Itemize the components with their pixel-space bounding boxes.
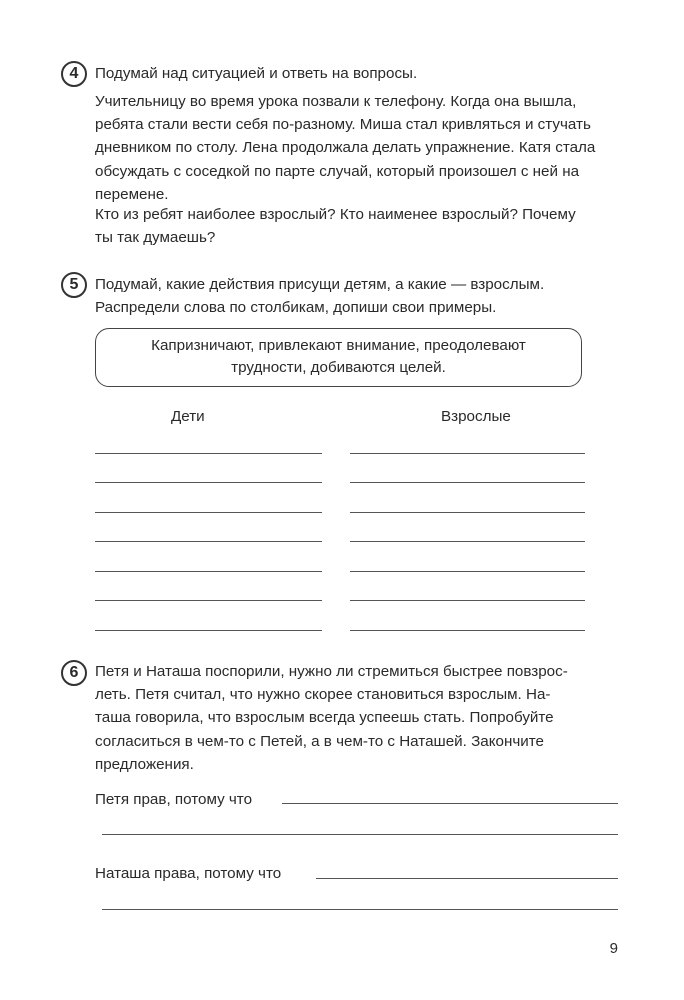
task-4-paragraph-2	[95, 203, 576, 249]
text-line: ты так думаешь?	[95, 229, 216, 247]
task-6-number: 6	[69, 664, 79, 681]
natasha-prompt: Наташа права, потому что	[95, 865, 282, 882]
word-bank-box	[95, 328, 582, 387]
adults-answer-line[interactable]	[350, 630, 585, 631]
text-line: обсуждать с соседкой по парте случай, который произошел с ней на	[95, 162, 580, 180]
task-5-number-badge	[61, 272, 87, 298]
children-answer-line[interactable]	[95, 512, 322, 513]
adults-answer-line[interactable]	[350, 482, 585, 483]
text-line: Подумай, какие действия присущи детям, а какие — взрослым.	[95, 276, 545, 293]
column-header-children: Дети	[171, 408, 205, 425]
natasha-answer-line-2[interactable]	[102, 909, 618, 910]
natasha-answer-line[interactable]	[316, 878, 618, 879]
column-header-adults: Взрослые	[441, 408, 511, 425]
adults-answer-line[interactable]	[350, 541, 585, 542]
task-4-paragraph-1	[95, 90, 595, 206]
children-answer-line[interactable]	[95, 571, 322, 572]
petya-answer-line[interactable]	[282, 803, 618, 804]
page-number: 9	[609, 940, 618, 957]
text-line: таша говорила, что взрослым всегда успеешь стать. Попробуйте	[95, 709, 554, 727]
text-line: дневником по столу. Лена продолжала делать упражнение. Катя стала	[95, 139, 596, 157]
task-5-number: 5	[69, 276, 79, 293]
task-6-instructions	[95, 660, 568, 776]
text-line: предложения.	[95, 755, 194, 773]
petya-prompt: Петя прав, потому что	[95, 791, 253, 808]
word-bank-line: трудности, добиваются целей.	[231, 359, 446, 376]
children-answer-line[interactable]	[95, 541, 322, 542]
adults-answer-line[interactable]	[350, 600, 585, 601]
word-bank-line: Капризничают, привлекают внимание, преодолевают	[151, 337, 526, 354]
text-line: Кто из ребят наиболее взрослый? Кто наименее взрослый? Почему	[95, 206, 576, 223]
text-line: Петя и Наташа поспорили, нужно ли стремиться быстрее повзрос-	[95, 663, 568, 680]
text-line: согласиться в чем-то с Петей, а в чем-то с Наташей. Закончите	[95, 732, 544, 750]
adults-answer-line[interactable]	[350, 453, 585, 454]
text-line: Распредели слова по столбикам, допиши свои примеры.	[95, 299, 497, 317]
text-line: леть. Петя считал, что нужно скорее становиться взрослым. На-	[95, 686, 551, 704]
adults-answer-line[interactable]	[350, 512, 585, 513]
adults-answer-line[interactable]	[350, 571, 585, 572]
children-answer-line[interactable]	[95, 600, 322, 601]
children-answer-line[interactable]	[95, 630, 322, 631]
task-5-instructions	[95, 273, 544, 319]
text-line: ребята стали вести себя по-разному. Миша стал кривляться и стучать	[95, 116, 591, 134]
children-answer-line[interactable]	[95, 482, 322, 483]
text-line: Учительницу во время урока позвали к телефону. Когда она вышла,	[95, 93, 577, 110]
task-4-number: 4	[69, 65, 79, 82]
petya-answer-line-2[interactable]	[102, 834, 618, 835]
task-4-title: Подумай над ситуацией и ответь на вопросы.	[95, 65, 418, 82]
task-6-number-badge	[61, 660, 87, 686]
children-answer-line[interactable]	[95, 453, 322, 454]
text-line: перемене.	[95, 185, 169, 203]
task-4-number-badge	[61, 61, 87, 87]
